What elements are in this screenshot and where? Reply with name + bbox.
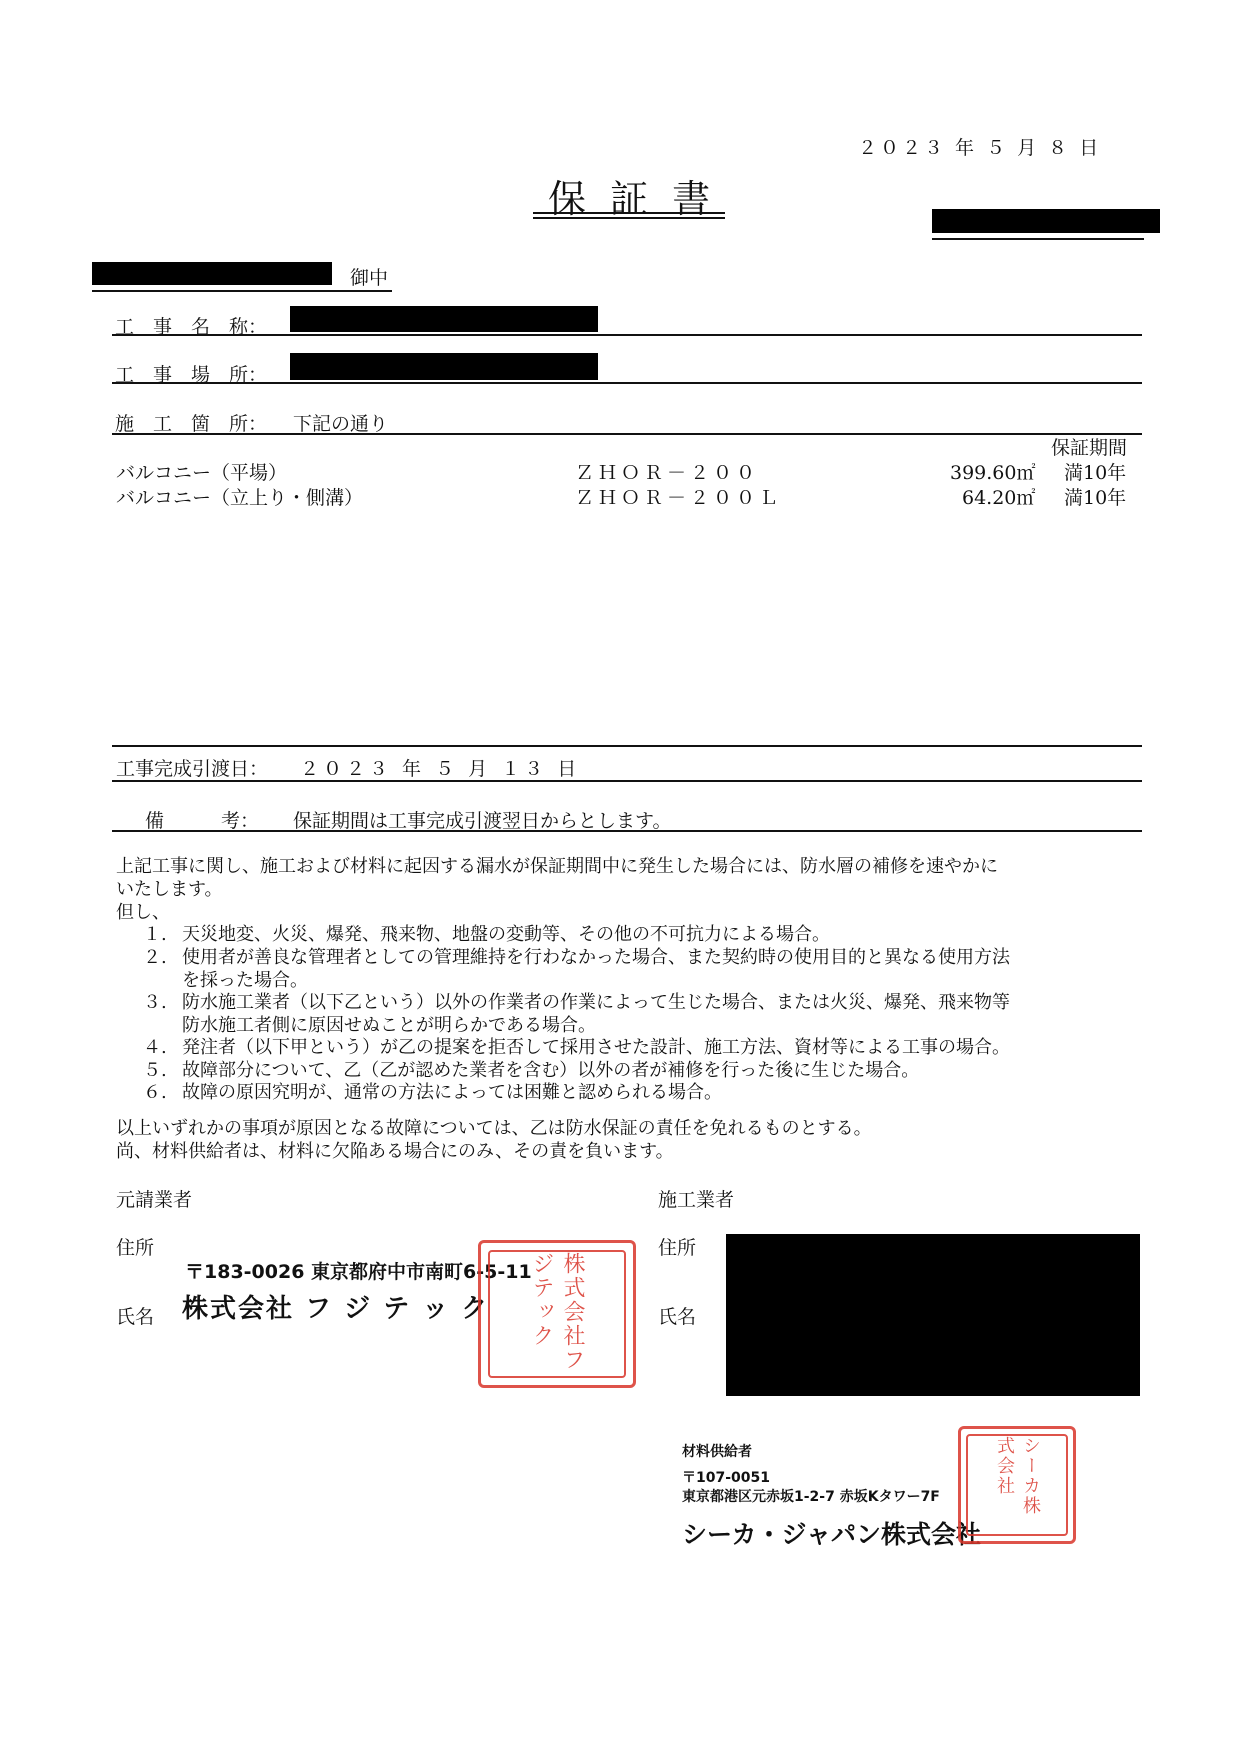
prime-contractor-name-label: 氏名 [116,1306,155,1328]
supplier-seal [958,1426,1076,1544]
body-para1-line2: いたします。 [116,879,223,900]
condition-6-text: 故障の原因究明が、通常の方法によっては困難と認められる場合。 [182,1082,722,1103]
project-name-underline [112,334,1142,336]
warranty-period-header: 保証期間 [1051,437,1128,459]
remarks-value: 保証期間は工事完成引渡翌日からとします。 [293,810,672,832]
item-2-period: 満10年 [1064,487,1127,509]
addressee-redaction [92,262,332,285]
project-name-redaction [290,306,598,332]
condition-6-num: ６. [143,1082,167,1103]
project-site-redaction [290,353,598,380]
item-1-name: バルコニー（平場） [116,462,288,484]
completion-date: ２０２３ 年 ５ 月 １３ 日 [300,758,581,780]
contractor-redaction [726,1234,1140,1396]
closing-line-2: 尚、材料供給者は、材料に欠陥ある場合にのみ、その責を負います。 [116,1141,674,1162]
document-title: 保 証 書 [548,177,717,221]
title-underline-2 [533,217,725,219]
contractor-address-label: 住所 [658,1237,697,1259]
condition-4-text: 発注者（以下甲という）が乙の提案を拒否して採用させた設計、施工方法、資材等による工事の場合。 [182,1037,1010,1058]
title-underline-1 [533,212,725,214]
construction-area-label: 施 工 箇 所： [115,413,268,435]
construction-area-underline [112,433,1142,435]
condition-3-text-line2: 防水施工者側に原因せぬことが明らかである場合。 [182,1015,596,1036]
completion-underline [112,780,1142,782]
condition-4-num: ４. [143,1037,167,1058]
supplier-postal: 〒107-0051 [682,1470,770,1486]
item-1-spec: ＺＨＯＲ－２００ [575,462,760,484]
issue-date: ２０２３ 年 ５ 月 ８ 日 [858,137,1102,159]
issuer-underline [932,238,1144,240]
supplier-company: シーカ・ジャパン株式会社 [682,1520,982,1549]
condition-3-num: ３. [143,992,167,1013]
contractor-heading: 施工業者 [658,1189,735,1211]
project-name-label: 工 事 名 称： [115,316,268,338]
supplier-seal-text: シーカ株式会社 [966,1434,1069,1537]
prime-contractor-seal-text: 株式会社フジテック [488,1250,626,1379]
project-site-label: 工 事 場 所： [115,364,268,386]
addressee-suffix: 御中 [350,267,389,289]
condition-2-num: ２. [143,947,167,968]
item-1-area: 399.60㎡ [950,462,1036,484]
condition-1-num: １. [143,924,167,945]
condition-2-text-line1: 使用者が善良な管理者としての管理維持を行わなかった場合、また契約時の使用目的と異なる使用方法 [182,947,1010,968]
prime-contractor-address-label: 住所 [116,1237,155,1259]
body-however: 但し、 [116,902,170,923]
remarks-underline [112,830,1142,832]
construction-area-value: 下記の通り [293,413,389,435]
condition-2-text-line2: を採った場合。 [182,970,308,991]
condition-1-text: 天災地変、火災、爆発、飛来物、地盤の変動等、その他の不可抗力による場合。 [182,924,830,945]
issuer-redaction [932,209,1160,233]
prime-contractor-company: 株式会社 フ ジ テ ッ ク [182,1294,490,1324]
contractor-name-label: 氏名 [658,1306,697,1328]
item-2-name: バルコニー（立上り・側溝） [116,487,364,509]
supplier-address: 東京都港区元赤坂1-2-7 赤坂Kタワー7F [682,1489,940,1505]
prime-contractor-heading: 元請業者 [116,1189,193,1211]
supplier-heading: 材料供給者 [682,1444,752,1460]
closing-line-1: 以上いずれかの事項が原因となる故障については、乙は防水保証の責任を免れるものとする。 [116,1118,872,1139]
addressee-underline [92,290,392,292]
prime-contractor-seal [478,1240,636,1388]
completion-top-line [112,745,1142,747]
item-2-area: 64.20㎡ [962,487,1036,509]
condition-5-text: 故障部分について、乙（乙が認めた業者を含む）以外の者が補修を行った後に生じた場合。 [182,1060,920,1081]
body-para1-line1: 上記工事に関し、施工および材料に起因する漏水が保証期間中に発生した場合には、防水層の補修を速やかに [116,856,998,877]
condition-5-num: ５. [143,1060,167,1081]
item-1-period: 満10年 [1064,462,1127,484]
remarks-label: 備 考： [145,810,260,832]
prime-contractor-address: 〒183-0026 東京都府中市南町6-5-11 [185,1261,532,1283]
condition-3-text-line1: 防水施工業者（以下乙という）以外の作業者の作業によって生じた場合、または火災、爆発、飛来物等 [182,992,1010,1013]
project-site-underline [112,382,1142,384]
item-2-spec: ＺＨＯＲ－２００Ｌ [575,487,783,509]
completion-label: 工事完成引渡日： [116,758,269,780]
